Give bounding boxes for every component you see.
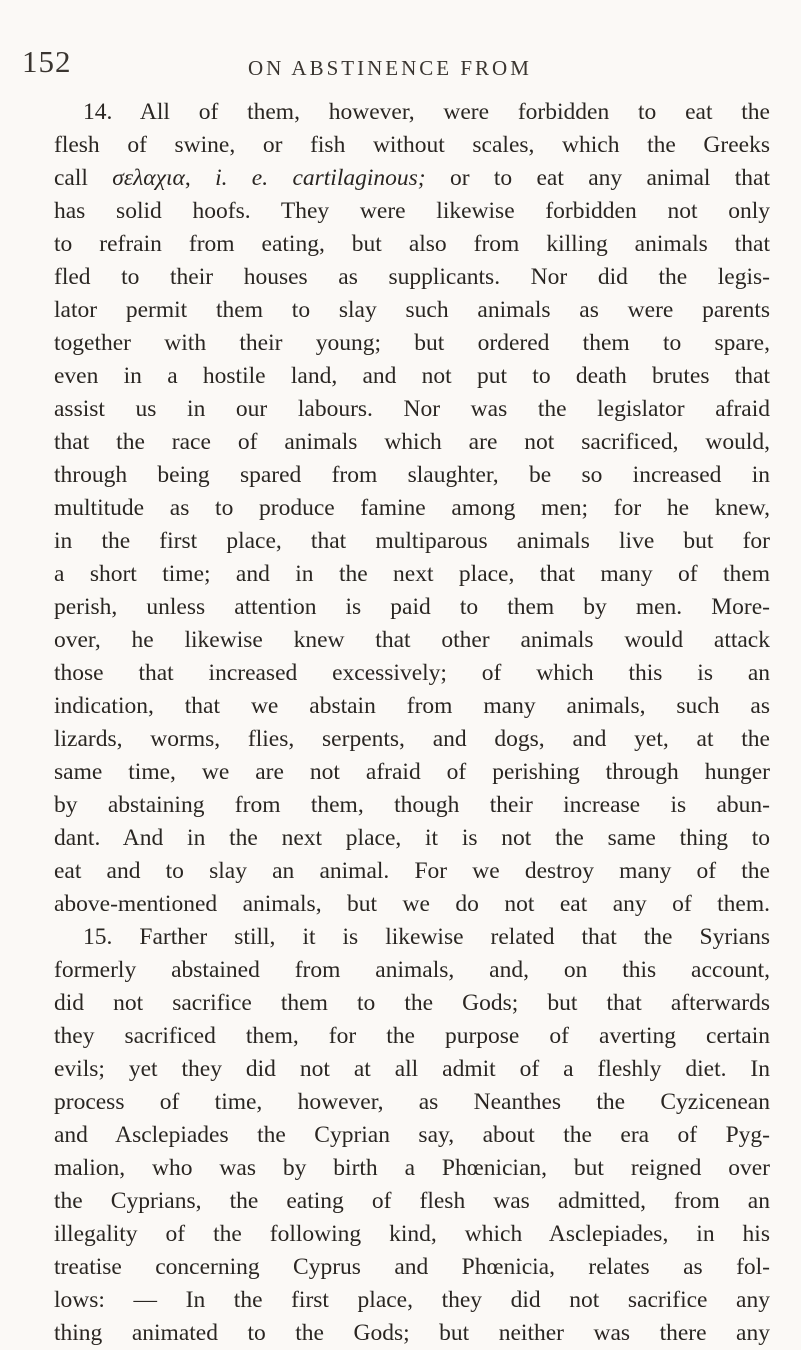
text-line: through being spared from slaughter, be so increased in (54, 462, 770, 488)
greek-term: σελαχια (112, 165, 185, 191)
text-line: lizards, worms, flies, serpents, and dogs, and yet, at the (54, 726, 770, 752)
text-line: 14. All of them, however, were forbidden to eat the (83, 99, 770, 125)
text-line: the Cyprians, the eating of flesh was admitted, from an (54, 1188, 770, 1214)
text-fragment: call (54, 165, 113, 191)
text-line: they sacrificed them, for the purpose of averting certain (54, 1023, 770, 1049)
text-line: multitude as to produce famine among men; for he knew, (54, 495, 770, 521)
text-line: did not sacrifice them to the Gods; but that afterwards (54, 990, 770, 1016)
text-line: thing animated to the Gods; but neither was there any (54, 1320, 770, 1346)
page-number: 152 (22, 44, 72, 79)
text-line (54, 162, 770, 195)
text-line: lator permit them to slay such animals as were parents (54, 297, 770, 323)
text-line: fled to their houses as supplicants. Nor did the legis- (54, 264, 770, 290)
text-line: evils; yet they did not at all admit of a fleshly diet. In (54, 1056, 770, 1082)
running-head: ON ABSTINENCE FROM (248, 56, 532, 80)
text-fragment: , (184, 165, 216, 191)
text-line: a short time; and in the next place, that many of them (54, 561, 770, 587)
text-line: flesh of swine, or fish without scales, which the Greeks (54, 132, 770, 158)
text-line: indication, that we abstain from many animals, such as (54, 693, 770, 719)
text-line: malion, who was by birth a Phœnician, but reigned over (54, 1155, 770, 1181)
text-line: eat and to slay an animal. For we destroy many of the (54, 858, 770, 884)
text-line: treatise concerning Cyprus and Phœnicia, relates as fol- (54, 1254, 770, 1280)
text-line: illegality of the following kind, which Asclepiades, in his (54, 1221, 770, 1247)
italic-gloss: i. e. cartilaginous; (215, 165, 426, 191)
text-line: to refrain from eating, but also from killing animals that (54, 231, 770, 257)
text-line: by abstaining from them, though their increase is abun- (54, 792, 770, 818)
text-line: same time, we are not afraid of perishing through hunger (54, 759, 770, 785)
text-line: 15. Farther still, it is likewise related that the Syrians (83, 924, 770, 950)
text-line: and Asclepiades the Cyprian say, about the era of Pyg- (54, 1122, 770, 1148)
text-fragment: or to eat any animal that (425, 165, 771, 191)
text-line: dant. And in the next place, it is not the same thing to (54, 825, 770, 851)
text-line: has solid hoofs. They were likewise forbidden not only (54, 198, 770, 224)
text-line: assist us in our labours. Nor was the legislator afraid (54, 396, 770, 422)
text-line: lows: — In the first place, they did not sacrifice any (54, 1287, 770, 1313)
text-line: that the race of animals which are not sacrificed, would, (54, 429, 770, 455)
text-line: process of time, however, as Neanthes the Cyzicenean (54, 1089, 770, 1115)
text-line: above-mentioned animals, but we do not eat any of them. (54, 891, 770, 917)
text-line: in the first place, that multiparous animals live but for (54, 528, 770, 554)
text-line: over, he likewise knew that other animals would attack (54, 627, 770, 653)
text-line: even in a hostile land, and not put to death brutes that (54, 363, 770, 389)
text-line: together with their young; but ordered them to spare, (54, 330, 770, 356)
text-line: perish, unless attention is paid to them by men. More- (54, 594, 770, 620)
text-line: formerly abstained from animals, and, on this account, (54, 957, 770, 983)
text-line: those that increased excessively; of which this is an (54, 660, 770, 686)
body-text (54, 96, 770, 1350)
